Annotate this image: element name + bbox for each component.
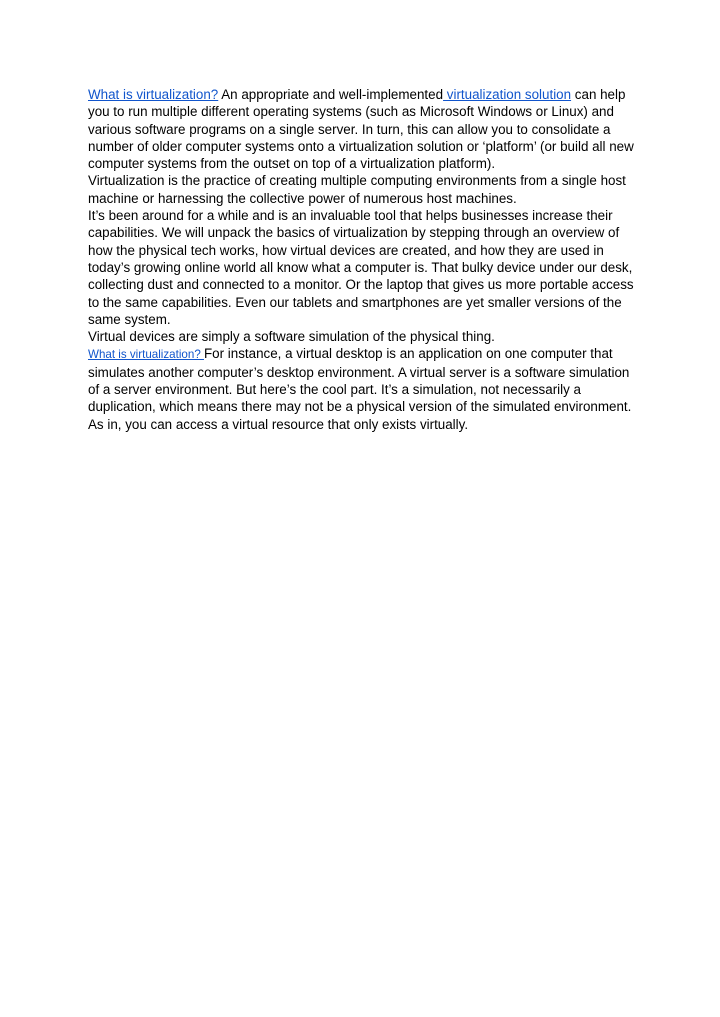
paragraph-examples bbox=[88, 345, 638, 432]
paragraph-intro bbox=[88, 86, 638, 172]
what-is-virtualization-link[interactable]: What is virtualization? bbox=[88, 87, 219, 102]
document-body bbox=[88, 86, 638, 433]
paragraph-intro-text-1: An appropriate and well-implemented bbox=[218, 87, 444, 102]
paragraph-virtual-devices: Virtual devices are simply a software simulation of the physical thing. bbox=[88, 329, 495, 345]
virtualization-solution-link[interactable]: virtualization solution bbox=[443, 87, 572, 102]
paragraph-intro-text-2: can help you to run multiple different operating systems (such as Microsoft Windows or Linux) and various software programs on a single server. In turn, this can allow you to consolidate a number of older computer systems onto a virtualization solution or ‘platform’ (or build all new computer systems from the outset on top of a virtualization platform). bbox=[88, 87, 634, 172]
what-is-virtualization-link-2[interactable]: What is virtualization? bbox=[88, 348, 204, 362]
paragraph-examples-text: For instance, a virtual desktop is an application on one computer that simulates another computer’s desktop environment. A virtual server is a software simulation of a server environment. But here’s the cool part. It’s a simulation, not necessarily a duplication, which means there may not be a physical version of the simulated environment. As in, you can access a virtual resource that only exists virtually. bbox=[88, 346, 632, 432]
paragraph-overview: It’s been around for a while and is an invaluable tool that helps businesses increase their capabilities. We will unpack the basics of virtualization by stepping through an overview of how the physical tech works, how virtual devices are created, and how they are used in today’s growing online world all know what a computer is. That bulky device under our desk, collecting dust and connected to a monitor. Or the laptop that gives us more portable access to the same capabilities. Even our tablets and smartphones are yet smaller versions of the same system. bbox=[88, 208, 634, 327]
paragraph-definition: Virtualization is the practice of creating multiple computing environments from a single host machine or harnessing the collective power of numerous host machines. bbox=[88, 173, 626, 206]
